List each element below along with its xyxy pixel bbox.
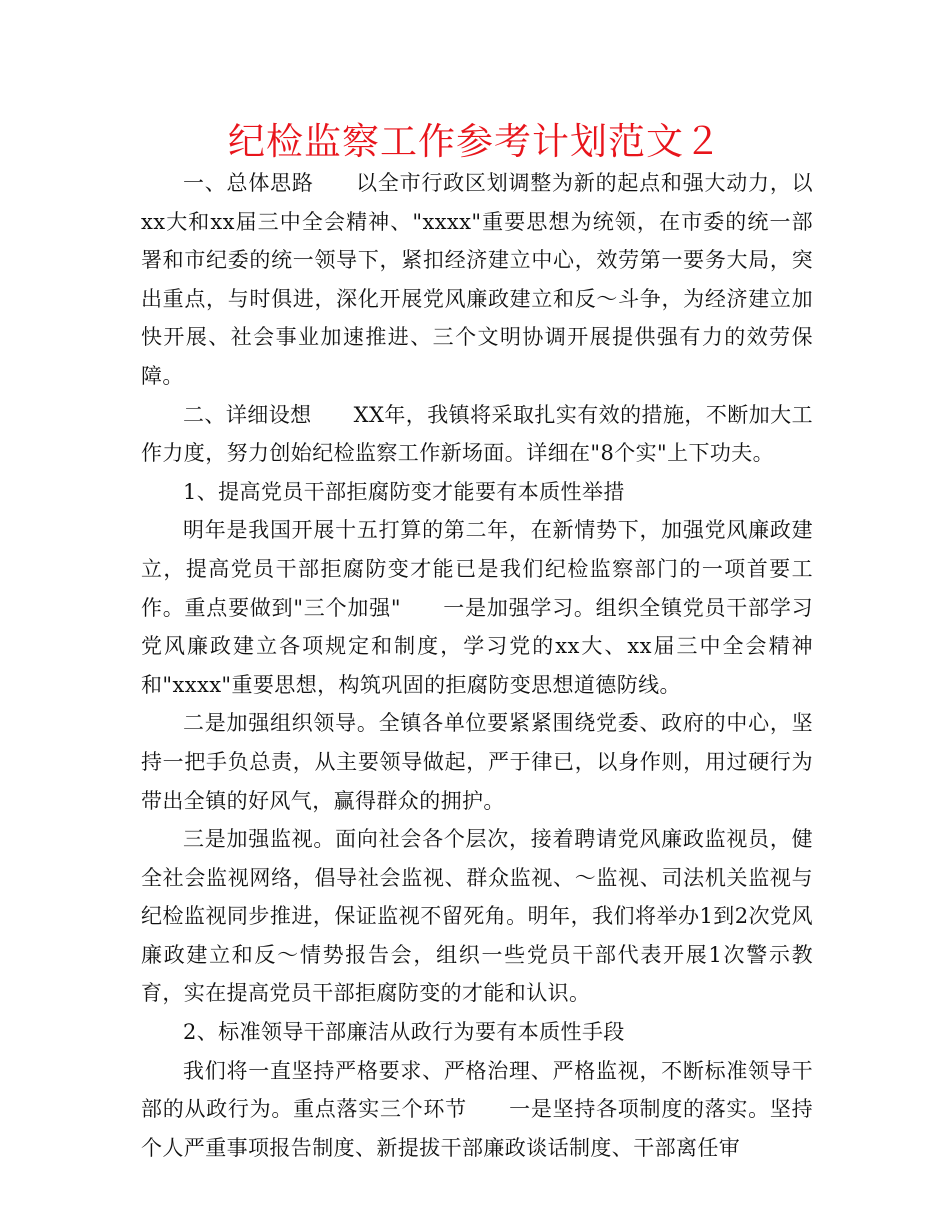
paragraph-text: 一是加强学习。组织全镇党员干部学习党风廉政建立各项规定和制度，学习党的xx大、xx届三中全会精神和"xxxx"重要思想，构筑巩固的拒腐防变思想道德防线。: [141, 595, 813, 697]
section-heading: 1、提高党员干部拒腐防变才能要有本质性举措: [183, 479, 625, 504]
paragraph-lead: 明年是我国开展十五打算的第二年，在新情势下，加强党风廉政建立，提高党员干部拒腐防变才能已是我们纪检监察部门的一项首要工作。重点要做到"三个加强": [141, 518, 813, 620]
paragraph-text: 以全市行政区划调整为新的起点和强大动力，以xx大和xx届三中全会精神、"xxxx"重要思想为统领，在市委的统一部署和市纪委的统一领导下，紧扣经济建立中心，效劳第一要务大局，突出重点，与时俱进，深化开展党风廉政建立和反～斗争，为经济建立加快开展、社会事业加速推进、三个文明协调开展提供强有力的效劳保障。: [141, 171, 813, 388]
paragraph-text: XX年，我镇将采取扎实有效的措施，不断加大工作力度，努力创始纪检监察工作新场面。详细在"8个实"上下功夫。: [141, 402, 813, 466]
paragraph-7: [141, 1013, 813, 1052]
paragraph-2: [141, 396, 813, 473]
paragraph-8: [141, 1052, 813, 1168]
paragraph-1: [141, 164, 813, 396]
paragraph-3: [141, 473, 813, 512]
paragraph-4: [141, 511, 813, 704]
paragraph-text: 一是坚持各项制度的落实。坚持个人严重事项报告制度、新提拔干部廉政谈话制度、干部离任审: [141, 1097, 813, 1160]
document-title: 纪检监察工作参考计划范文２: [228, 120, 722, 163]
paragraph-text: 三是加强监视。面向社会各个层次，接着聘请党风廉政监视员，健全社会监视网络，倡导社会监视、群众监视、～监视、司法机关监视与纪检监视同步推进，保证监视不留死角。明年，我们将举办1到2次党风廉政建立和反～情势报告会，组织一些党员干部代表开展1次警示教育，实在提高党员干部拒腐防变的才能和认识。: [141, 827, 813, 1006]
paragraph-6: [141, 820, 813, 1013]
section-heading: 2、标准领导干部廉洁从政行为要有本质性手段: [183, 1020, 625, 1045]
paragraph-lead: 二、详细设想: [183, 402, 312, 427]
paragraph-5: [141, 704, 813, 820]
paragraph-lead: 我们将一直坚持严格要求、严格治理、严格监视，不断标准领导干部的从政行为。重点落实三个环节: [141, 1058, 813, 1122]
paragraph-text: 二是加强组织领导。全镇各单位要紧紧围绕党委、政府的中心，坚持一把手负总责，从主要领导做起，严于律已，以身作则，用过硬行为带出全镇的好风气，赢得群众的拥护。: [141, 711, 813, 813]
document-body: [141, 164, 813, 1167]
paragraph-lead: 一、总体思路: [183, 171, 314, 195]
